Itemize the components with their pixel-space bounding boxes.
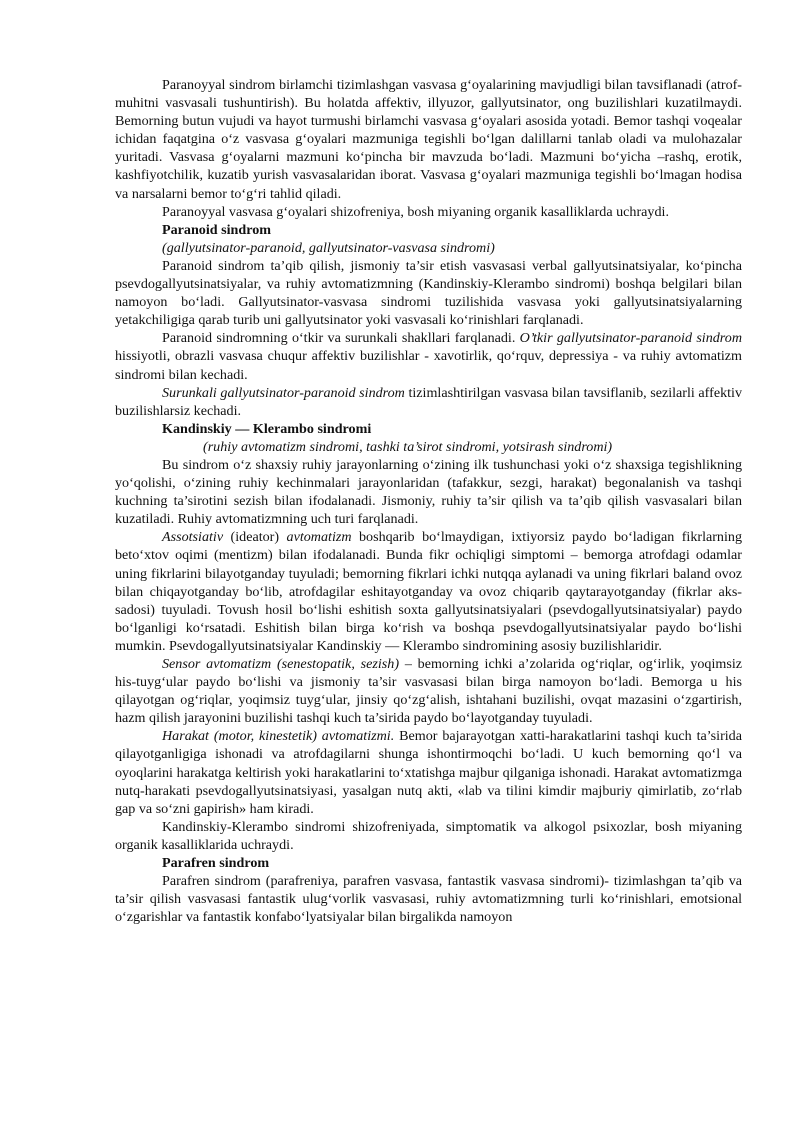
paragraph-kandinskiy-occurrence: Kandinskiy-Klerambo sindromi shizofreniyada, simptomatik va alkogol psixozlar, bosh miyaning organik kasalliklarida uchraydi. (115, 818, 742, 853)
paragraph-motor-automatism (115, 727, 742, 817)
motor-automatism-text: Bemor bajarayotgan xatti-harakatlarini tashqi kuch ta’sirida qilayotganligiga ishonadi va atrofdagilarni shunga ishontirmoqchi bo‘ladi. U kuch bemorning qo‘l va oyoqlarini harakatga keltirish yoki harakatlarini to‘xtatishga majbur qilganiga ishonadi. Harakat avtomatizmga nutq-harakati psevdogallyutsinatsiyasi, yasalgan nutq akti, «lab va tilini kimdir majburiy qimirlatib, zo‘rlab gap va so‘zni gapirish» ham kiradi. (115, 728, 742, 817)
paranoid-forms-text-a: Paranoid sindromning o‘tkir va surunkali shakllari farqlanadi. (162, 330, 520, 347)
heading-kandinskiy-klerambo: Kandinskiy — Klerambo sindromi (162, 420, 372, 437)
paragraph-paranoid-forms (115, 329, 742, 383)
associative-text-a: (ideator) (223, 529, 287, 546)
paragraph-kandinskiy-description: Bu sindrom o‘z shaxsiy ruhiy jarayonlarning o‘zining ilk tushunchasi yoki o‘z shaxsiga tegishlikning yo‘qolishi, o‘zining ruhiy kechinmalari jarayonlaridan (tafakkur, sezgi, harakat) begonalanish va tashqi kuchning ta’sirotini sezish bilan ifodalanadi. Jismoniy, ruhiy ta’sir qilish va ta’qib qilish vasvasalari bilan kuzatiladi. Ruhiy avtomatizmning uch turi farqlanadi. (115, 456, 742, 528)
paragraph-paranoyyal-occurrence: Paranoyyal vasvasa g‘oyalari shizofreniya, bosh miyaning organik kasalliklarda uchraydi. (162, 203, 669, 220)
paragraph-parafren-description: Parafren sindrom (parafreniya, parafren vasvasa, fantastik vasvasa sindromi)- tizimlashgan ta’qib va ta’sir qilish vasvasasi fantastik ulug‘vorlik vasvasasi, ruhiy avtomatizmning turli ko‘rinishlari, emotsional o‘zgarishlar va fantastik konfabo‘lyatsiyalar bilan birgalikda namoyon (115, 873, 742, 926)
paragraph-paranoid-description: Paranoid sindrom ta’qib qilish, jismoniy ta’sir etish vasvasasi verbal gallyutsinatsiyalar, ko‘pincha psevdogallyutsinatsiyalar, va ruhiy avtomatizmning (Kandinskiy-Klerambo sindromi) boshqa belgilari bilan namoyon bo‘ladi. Gallyutsinator-vasvasa sindromi tuzilishida vasvasa yoki gallyutsinatsiyalarning yetakchiligiga qarab turib uni gallyutsinator yoki vasvasali ko‘rinishlari farqlanadi. (115, 257, 742, 329)
sensor-automatism-text: – bemorning ichki a’zolarida og‘riqlar, og‘irlik, yoqimsiz his-tuyg‘ular paydo bo‘lishi va jismoniy ta’sir vasvasasi bilan birga namoyon bo‘ladi. Bemorga u his qilayotgan og‘riqlar, yoqimsiz tuyg‘ular, jinsiy qo‘zg‘alish, ishtahani buzilishi, ovqat mazasini o‘zgartirish, hazm qilish jarayonini buzilishi tashqi kuch ta’sirida paydo bo‘layotganday tuyuladi. (115, 656, 742, 727)
paranoid-forms-text-b: hissiyotli, obrazli vasvasa chuqur affektiv buzilishlar - xavotirlik, qo‘rquv, depressiya - va ruhiy avtomatizm sindromi bilan kechadi. (115, 348, 742, 383)
heading-parafren-sindrom: Parafren sindrom (162, 855, 270, 872)
paragraph-paranoyyal-intro: Paranoyyal sindrom birlamchi tizimlashgan vasvasa g‘oyalarining mavjudligi bilan tavsiflanadi (atrof-muhitni vasvasali tushuntirish). Bu holatda affektiv, illyuzor, gallyutsinator, ong buzilishlari kuzatilmaydi. Bemorning butun vujudi va hayot turmushi birlamchi vasvasa g‘oyalari asosida yotadi. Bemor tashqi voqealar ichidan faqatgina o‘z vasvasa g‘oyalari mazmuniga tegishli bo‘lgan dalillarni tanlab oladi va mulohazalar yuritadi. Vasvasa g‘oyalarni mazmuni ko‘pincha bir mavzuda bo‘ladi. Mazmuni bo‘yicha –rashq, erotik, kashfiyotchilik, kuzatib yurish vasvasalaridan iborat. Vasvasa g‘oyalari mazmuniga tegishli bo‘lmagan hodisa va narsalarni bemor to‘g‘ri tahlid qiladi. (115, 77, 742, 202)
associative-term: Assotsiativ (162, 529, 224, 546)
acute-paranoid-term: O’tkir gallyutsinator-paranoid sindrom (519, 330, 742, 347)
chronic-paranoid-term: Surunkali gallyutsinator-paranoid sindrom (162, 384, 405, 401)
paragraph-associative-automatism (115, 528, 742, 655)
subheading-kandinskiy-synonyms: (ruhiy avtomatizm sindromi, tashki ta’sirot sindromi, yotsirash sindromi) (203, 438, 613, 455)
paragraph-chronic-paranoid (115, 384, 742, 420)
document-page (115, 76, 742, 926)
automatism-term: avtomatizm (286, 529, 352, 546)
associative-text-b: boshqarib bo‘lmaydigan, ixtiyorsiz paydo bo‘ladigan fikrlarning beto‘xtov oqimi (mentizm) bilan ifodalanadi. Bunda fikr ochiqligi simptomi – bemorga atrofdagi odamlar uning fikrlarini bilayotganday tuyuladi; bemorning fikrlari ichki nutqqa aylanadi va uning fikrlari baland ovoz bilan chiqayotganday bo‘lib, atrofdagilar eshitayotganday va ovoz chiqarib qaytarayotganday (fikrlar aks-sadosi) tuyuladi. Tovush hosil bo‘lishi eshitish soxta gallyutsinatsiyalari (psevdogallyutsinatsiyalar) paydo bo‘lganligi ko‘rsatadi. Eshitish bilan birga ko‘rish va boshqa psevdogallyutsinatsiyalar paydo bo‘lishi mumkin. Psevdogallyutsinatsiyalar Kandinskiy — Klerambo sindromining asosiy buzilishlaridir. (115, 529, 742, 654)
sensor-automatism-term: Sensor avtomatizm (senestopatik, sezish) (162, 656, 400, 672)
paragraph-sensor-automatism (115, 655, 742, 727)
heading-paranoid-sindrom: Paranoid sindrom (162, 221, 271, 238)
subheading-paranoid-synonyms: (gallyutsinator-paranoid, gallyutsinator-vasvasa sindromi) (162, 239, 495, 256)
chronic-paranoid-text: tizimlashtirilgan vasvasa bilan tavsiflanib, sezilarli affektiv buzilishlarsiz kechadi. (115, 384, 742, 419)
motor-automatism-term: Harakat (motor, kinestetik) avtomatizmi. (162, 728, 395, 745)
